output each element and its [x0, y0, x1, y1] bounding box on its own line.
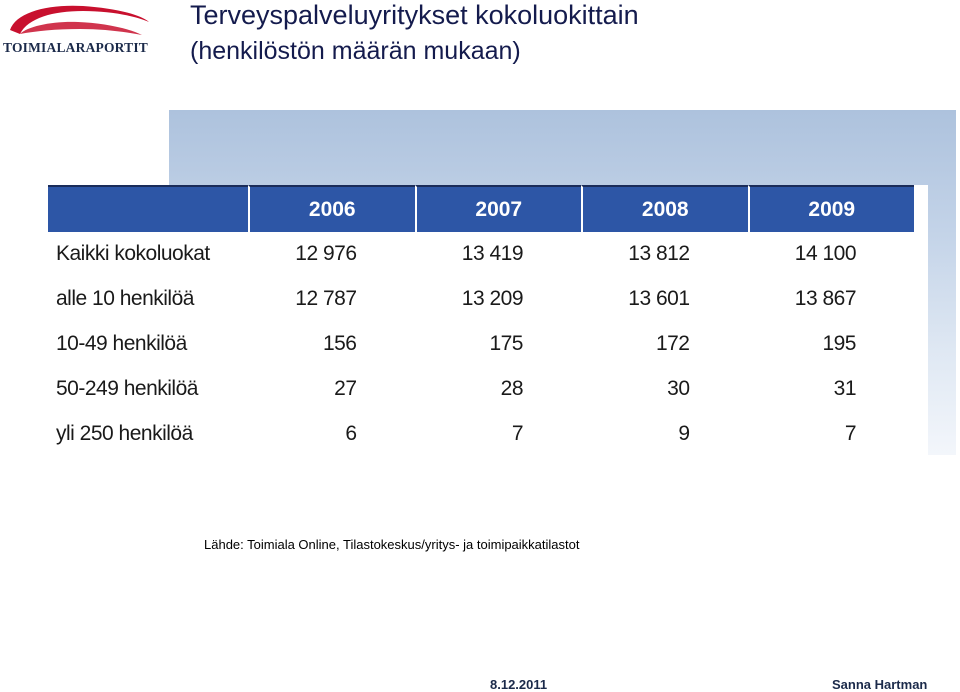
table-cell: 172	[655, 331, 690, 355]
page-title: Terveyspalveluyritykset kokoluokittain	[190, 0, 639, 30]
table-row	[48, 411, 914, 456]
data-table-container	[48, 185, 928, 455]
table-cell: 27	[334, 376, 357, 400]
table-row	[48, 321, 914, 366]
column-header: 2007	[415, 185, 582, 232]
table-cell: 7	[511, 421, 523, 445]
footer-date: 8.12.2011	[490, 677, 548, 692]
table-cell: 6	[345, 421, 357, 445]
table-cell: 175	[489, 331, 523, 355]
table-cell: 9	[678, 421, 690, 445]
table-header-row	[48, 185, 914, 232]
row-label: yli 250 henkilöä	[56, 421, 193, 445]
table-cell: 13 209	[461, 286, 523, 310]
table-row	[48, 232, 914, 276]
table-cell: 12 976	[295, 242, 357, 265]
column-header: 2008	[581, 185, 748, 232]
column-header: 2009	[748, 185, 915, 232]
table-cell: 13 419	[461, 242, 523, 265]
table-cell: 13 601	[628, 286, 690, 310]
row-label: 50-249 henkilöä	[56, 376, 198, 400]
table-cell: 31	[833, 376, 856, 400]
footer-author: Sanna Hartman	[832, 677, 928, 692]
row-label: alle 10 henkilöä	[56, 286, 194, 310]
logo-swoosh-icon	[8, 4, 153, 40]
table-cell: 12 787	[295, 286, 357, 310]
source-note: Lähde: Toimiala Online, Tilastokeskus/yritys- ja toimipaikkatilastot	[204, 537, 580, 552]
table-cell: 13 867	[794, 286, 856, 310]
table-cell: 13 812	[628, 242, 690, 265]
logo-text: TOIMIALARAPORTIT	[3, 40, 148, 55]
logo	[0, 0, 162, 60]
row-label: 10-49 henkilöä	[56, 331, 187, 355]
column-header: 2006	[248, 185, 415, 232]
table-cell: 156	[322, 331, 357, 355]
table-corner-cell	[48, 185, 248, 232]
table-cell: 28	[500, 376, 523, 400]
table-cell: 14 100	[794, 242, 856, 265]
table-row	[48, 276, 914, 321]
page-subtitle: (henkilöstön määrän mukaan)	[190, 37, 521, 65]
table-cell: 30	[667, 376, 690, 400]
table-cell: 195	[822, 331, 856, 355]
data-table	[48, 185, 914, 456]
table-row	[48, 366, 914, 411]
table-cell: 7	[844, 421, 856, 445]
row-label: Kaikki kokoluokat	[56, 242, 210, 265]
